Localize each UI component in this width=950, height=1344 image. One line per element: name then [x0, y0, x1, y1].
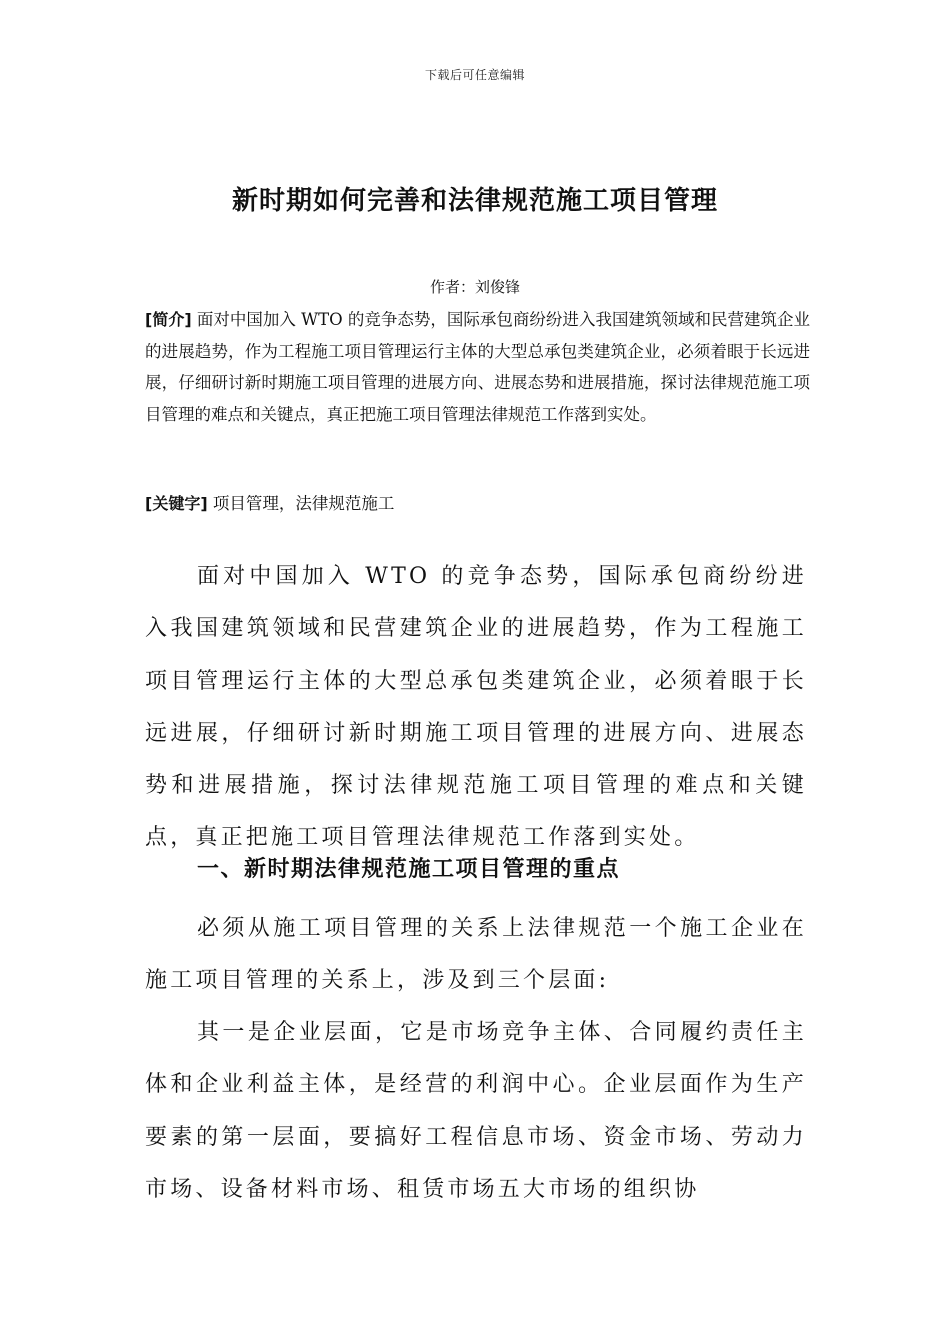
header-note: 下载后可任意编辑: [424, 68, 525, 82]
author-line: 作者：刘俊锋: [429, 278, 520, 296]
abstract-text: 面对中国加入 WTO 的竞争态势，国际承包商纷纷进入我国建筑领域和民营建筑企业的进展趋势，作为工程施工项目管理运行主体的大型总承包类建筑企业，必须着眼于长远进展，仔细研讨新时期施工项目管理的进展方向、进展态势和进展措施，探讨法律规范施工项目管理的难点和关键点，真正把施工项目管理法律规范工作落到实处。: [145, 310, 810, 424]
body-paragraph-relations: 必须从施工项目管理的关系上法律规范一个施工企业在施工项目管理的关系上，涉及到三个层面:: [145, 916, 807, 994]
document-title: 新时期如何完善和法律规范施工项目管理: [231, 186, 718, 216]
keywords-tag: [关键字]: [145, 494, 208, 513]
keywords-text: 项目管理，法律规范施工: [207, 494, 395, 513]
body-paragraph-enterprise-level: 其一是企业层面，它是市场竞争主体、合同履约责任主体和企业利益主体，是经营的利润中心。企业层面作为生产要素的第一层面，要搞好工程信息市场、资金市场、劳动力市场、设备材料市场、租赁市场五大市场的组织协: [145, 1020, 807, 1202]
keywords: [145, 490, 810, 518]
body-paragraph-intro: 面对中国加入 WTO 的竞争态势，国际承包商纷纷进入我国建筑领域和民营建筑企业的进展趋势，作为工程施工项目管理运行主体的大型总承包类建筑企业，必须着眼于长远进展，仔细研讨新时期施工项目管理的进展方向、进展态势和进展措施，探讨法律规范施工项目管理的难点和关键点，真正把施工项目管理法律规范工作落到实处。: [145, 564, 807, 851]
abstract-tag: [简介]: [145, 310, 192, 329]
abstract: [145, 304, 810, 430]
section-heading: 一、新时期法律规范施工项目管理的重点: [197, 857, 621, 882]
